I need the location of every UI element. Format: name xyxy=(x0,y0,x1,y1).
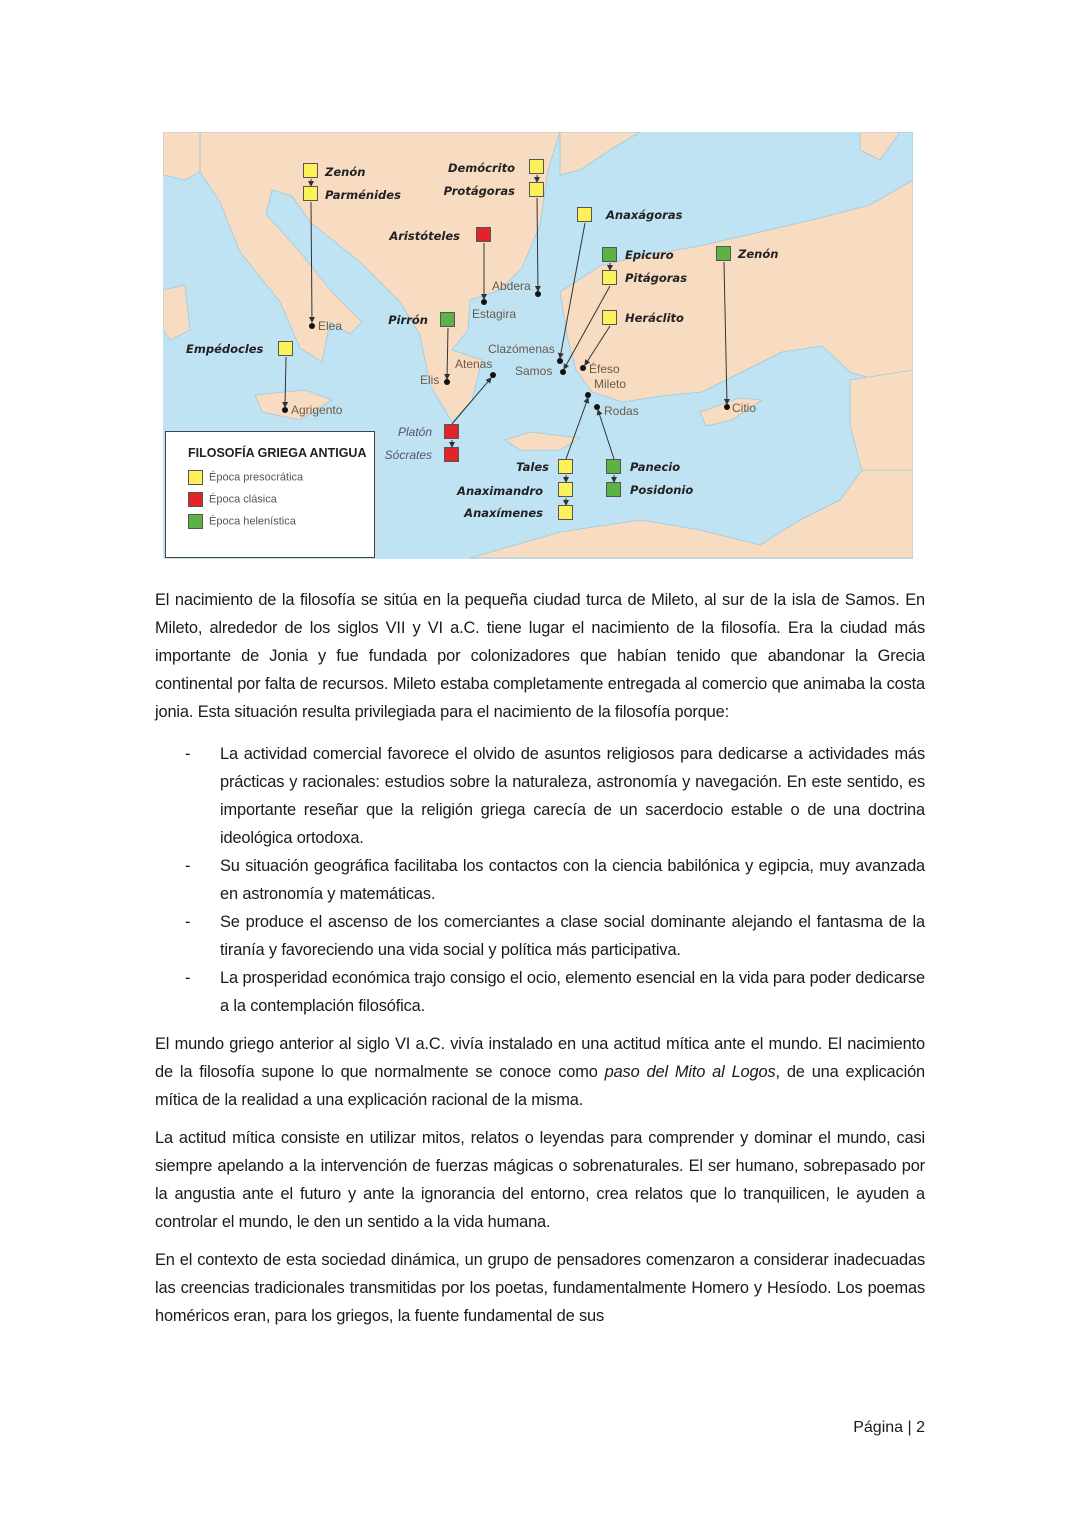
list-item xyxy=(155,740,925,852)
bullet-marker: - xyxy=(185,745,191,763)
place-elis: Elis xyxy=(420,373,440,387)
anaximandro-marker xyxy=(558,482,573,497)
list-item-text: La prosperidad económica trajo consigo el ocio, elemento esencial en la vida para poder dedicarse a la contemplación filosófica. xyxy=(220,969,925,1015)
label-platon: Platón xyxy=(397,425,432,439)
label-zenon-elea: Zenón xyxy=(325,165,366,179)
democrito-marker xyxy=(529,159,544,174)
bullet-marker: - xyxy=(185,913,191,931)
parmenides-marker xyxy=(303,186,318,201)
label-pitagoras: Pitágoras xyxy=(625,271,688,285)
panecio-marker xyxy=(606,459,621,474)
zenon-citio-marker xyxy=(716,246,731,261)
label-protagoras: Protágoras xyxy=(443,184,515,198)
legend-item-presocratic xyxy=(188,470,303,485)
legend-title: FILOSOFÍA GRIEGA ANTIGUA xyxy=(188,446,367,460)
tales-marker xyxy=(558,459,573,474)
place-samos: Samos xyxy=(515,364,553,378)
platon-marker xyxy=(444,424,459,439)
posidonio-marker xyxy=(606,482,621,497)
list-item xyxy=(155,852,925,908)
body-text xyxy=(155,586,925,1340)
place-mileto: Mileto xyxy=(594,377,627,391)
page-number: Página | 2 xyxy=(853,1419,925,1436)
label-pirron: Pirrón xyxy=(388,313,428,327)
label-posidonio: Posidonio xyxy=(630,483,694,497)
list-item-text: Se produce el ascenso de los comerciantes a clase social dominante alejando el fantasma de la tiranía y favoreciendo una vida social y política más participativa. xyxy=(220,913,925,959)
paragraph-contexto: En el contexto de esta sociedad dinámica, un grupo de pensadores comenzaron a considerar inadecuadas las creencias tradicionales transmitidas por los poetas, fundamentalmente Homero y Hesíodo. Los poemas homéricos eran, para los griegos, la fuente fundamental de sus xyxy=(155,1251,925,1325)
label-parmenides: Parménides xyxy=(325,188,401,202)
legend-swatch-green xyxy=(188,514,203,529)
label-socrates: Sócrates xyxy=(384,448,432,462)
label-heraclito: Heráclito xyxy=(625,311,684,325)
label-zenon-citio: Zenón xyxy=(738,247,779,261)
bullet-marker: - xyxy=(185,969,191,987)
text-span: El mundo griego anterior al siglo VI a.C. vivía instalado en una actitud mítica ante el mundo. El nacimiento de la filosofía supone lo que normalmente se conoce como xyxy=(155,1035,925,1081)
label-anaximenes: Anaxímenes xyxy=(464,506,543,520)
epicuro-marker xyxy=(602,247,617,262)
list-item-text: Su situación geográfica facilitaba los contactos con la ciencia babilónica y egipcia, muy avanzada en astronomía y matemáticas. xyxy=(220,857,925,903)
legend-label: Época presocrática xyxy=(209,471,304,484)
label-democrito: Demócrito xyxy=(447,161,515,175)
italic-term: paso del Mito al Logos xyxy=(604,1063,776,1081)
socrates-marker xyxy=(444,447,459,462)
place-estagira: Estagira xyxy=(472,307,517,321)
protagoras-marker xyxy=(529,182,544,197)
label-empedocles: Empédocles xyxy=(186,342,264,356)
aristoteles-marker xyxy=(476,227,491,242)
zenon-elea-marker xyxy=(303,163,318,178)
label-tales: Tales xyxy=(516,460,549,474)
legend-label: Época helenística xyxy=(209,515,296,528)
legend-swatch-red xyxy=(188,492,203,507)
label-aristoteles: Aristóteles xyxy=(389,229,460,243)
place-rodas: Rodas xyxy=(604,404,639,418)
reasons-list xyxy=(155,740,925,1020)
place-efeso: Éfeso xyxy=(589,362,620,376)
paragraph-mito-logos xyxy=(155,1030,925,1114)
pitagoras-marker xyxy=(602,270,617,285)
legend-item-classic xyxy=(188,492,277,507)
place-elea: Elea xyxy=(318,319,343,333)
place-abdera: Abdera xyxy=(492,279,531,293)
paragraph-mileto: El nacimiento de la filosofía se sitúa en la pequeña ciudad turca de Mileto, al sur de la isla de Samos. En Mileto, alrededor de los siglos VII y VI a.C. tiene lugar el nacimiento de la filosofía. Era la ciudad más importante de Jonia y fue fundada por colonizadores que habían tenido que abandonar la Grecia continental por falta de recursos. Mileto estaba completamente entregada al comercio que animaba la costa jonia. Esta situación resulta privilegiada para el nacimiento de la filosofía porque: xyxy=(155,591,925,721)
place-clazomenas: Clazómenas xyxy=(488,342,555,356)
list-item-text: La actividad comercial favorece el olvido de asuntos religiosos para dedicarse a actividades más prácticas y racionales: estudios sobre la naturaleza, astronomía y navegación. En este sentido, es importante reseñar que la religión griega carecía de un sacerdocio estable o de una doctrina ideológica ortodoxa. xyxy=(220,745,925,847)
heraclito-marker xyxy=(602,310,617,325)
label-panecio: Panecio xyxy=(630,460,681,474)
label-anaxagoras: Anaxágoras xyxy=(606,208,683,222)
list-item xyxy=(155,908,925,964)
map-legend xyxy=(165,431,375,558)
pirron-marker xyxy=(440,312,455,327)
bullet-marker: - xyxy=(185,857,191,875)
anaximenes-marker xyxy=(558,505,573,520)
text-span: , de una explicación mítica de la realidad a una explicación racional de la misma. xyxy=(155,1063,925,1109)
empedocles-marker xyxy=(278,341,293,356)
place-atenas: Atenas xyxy=(455,357,493,371)
place-citio: Citio xyxy=(732,401,757,415)
legend-swatch-yellow xyxy=(188,470,203,485)
place-agrigento: Agrigento xyxy=(291,403,343,417)
label-epicuro: Epicuro xyxy=(625,248,674,262)
label-anaximandro: Anaximandro xyxy=(457,484,543,498)
legend-item-hellenistic xyxy=(188,514,296,529)
anaxagoras-marker xyxy=(577,207,592,222)
legend-label: Época clásica xyxy=(209,493,277,506)
list-item xyxy=(155,964,925,1020)
paragraph-actitud-mitica: La actitud mítica consiste en utilizar mitos, relatos o leyendas para comprender y dominar el mundo, casi siempre apelando a la intervención de fuerzas mágicas o sobrenaturales. El ser humano, sobrepasado por la angustia ante el futuro y ante la ignorancia del entorno, crea relatos que lo tranquilicen, le ayuden a controlar el mundo, le den un sentido a la vida humana. xyxy=(155,1129,925,1231)
